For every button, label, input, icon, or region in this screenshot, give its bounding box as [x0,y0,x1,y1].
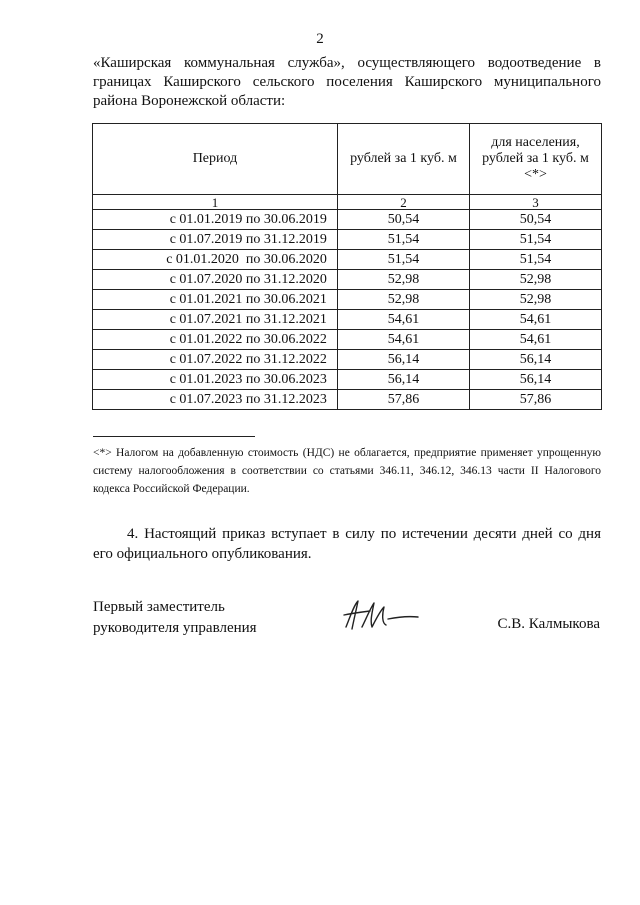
period-cell: с 01.07.2021 по 31.12.2021 [93,310,338,330]
population-rate-cell: 52,98 [469,290,601,310]
population-rate-cell: 51,54 [469,250,601,270]
population-rate-cell: 57,86 [469,390,601,410]
table-row [93,370,602,390]
footnote: <*> Налогом на добавленную стоимость (НДС) не облагается, предприятие применяет упрощенную систему налогообложения в соответствии со статьями 346.11, 346.12, 346.13 части II Налогового кодекса Российской Федерации. [93,447,601,495]
table-row [93,390,602,410]
signatory-title-line: руководителя управления [93,620,257,636]
page-number: 2 [316,31,324,47]
population-rate-cell: 56,14 [469,370,601,390]
population-rate-cell: 54,61 [469,330,601,350]
tariff-table [92,123,602,410]
header-population-rate: для населения, рублей за 1 куб. м <*> [469,124,601,195]
rate-cell: 52,98 [337,290,469,310]
rate-cell: 56,14 [337,370,469,390]
rate-cell: 54,61 [337,330,469,350]
clause-4-paragraph: 4. Настоящий приказ вступает в силу по истечении десяти дней со дня его официального опубликования. [93,526,601,562]
population-rate-cell: 52,98 [469,270,601,290]
column-number: 2 [337,195,469,210]
population-rate-cell: 51,54 [469,230,601,250]
table-row [93,350,602,370]
table-row [93,310,602,330]
table-row [93,230,602,250]
table-row [93,210,602,230]
rate-cell: 57,86 [337,390,469,410]
header-period: Период [93,124,338,195]
rate-cell: 51,54 [337,250,469,270]
period-cell: с 01.07.2022 по 31.12.2022 [93,350,338,370]
table-row [93,330,602,350]
period-cell: с 01.01.2021 по 30.06.2021 [93,290,338,310]
signatory-name: С.В. Калмыкова [497,616,600,632]
header-rate: рублей за 1 куб. м [337,124,469,195]
rate-cell: 51,54 [337,230,469,250]
rate-cell: 50,54 [337,210,469,230]
rate-cell: 52,98 [337,270,469,290]
rate-cell: 56,14 [337,350,469,370]
signatory-title [93,597,257,639]
table-row [93,250,602,270]
column-number: 1 [93,195,338,210]
rate-cell: 54,61 [337,310,469,330]
footnote-divider [93,436,255,437]
handwritten-signature [340,597,420,633]
period-cell: с 01.01.2019 по 30.06.2019 [93,210,338,230]
signatory-title-line: Первый заместитель [93,599,225,615]
period-cell: с 01.07.2019 по 31.12.2019 [93,230,338,250]
population-rate-cell: 54,61 [469,310,601,330]
period-cell: с 01.07.2020 по 31.12.2020 [93,270,338,290]
period-cell: с 01.07.2023 по 31.12.2023 [93,390,338,410]
period-cell: с 01.01.2022 по 30.06.2022 [93,330,338,350]
population-rate-cell: 50,54 [469,210,601,230]
column-number: 3 [469,195,601,210]
table-row [93,290,602,310]
period-cell: с 01.01.2020 по 30.06.2020 [93,250,338,270]
intro-paragraph: «Каширская коммунальная служба», осуществляющего водоотведение в границах Каширского сельского поселения Каширского муниципального района Воронежской области: [93,55,601,109]
column-number-row [93,195,602,210]
population-rate-cell: 56,14 [469,350,601,370]
table-header-row [93,124,602,195]
table-row [93,270,602,290]
period-cell: с 01.01.2023 по 30.06.2023 [93,370,338,390]
